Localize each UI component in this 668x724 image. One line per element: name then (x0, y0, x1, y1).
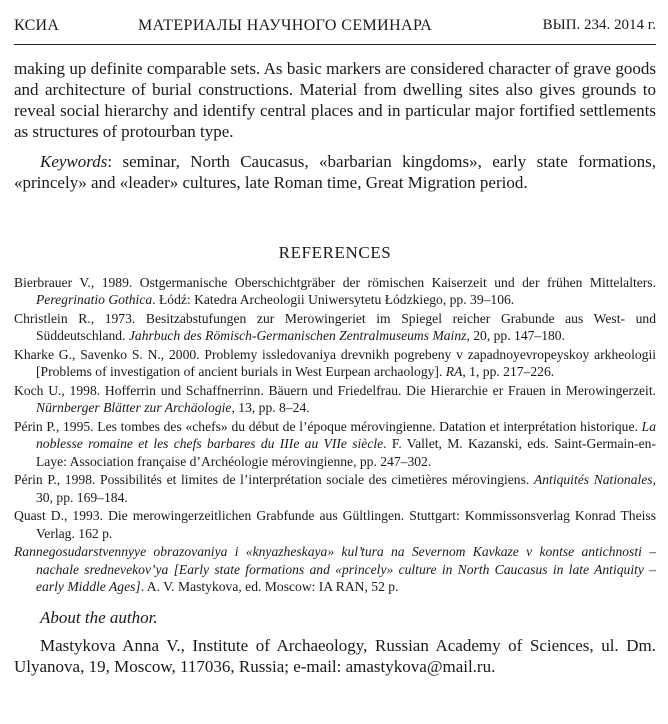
page (14, 0, 656, 677)
reference-item (14, 310, 656, 345)
reference-italic-title: Rannegosudarstvennyye obrazovaniya i «knyazheskaya» kul’tura na Severnom Kavkaze v kontse antichnosti – nachale srednevekov’ya [Early state formations and «princely» culture in North Caucasus in late Antiquity – early Middle Ages] (14, 544, 656, 595)
reference-text-tail: . F. Vallet, M. Kazanski, eds. Saint-Germain-en-Laye: Association française d’Archéologie mérovingienne, pp. 247–302. (36, 436, 656, 469)
reference-item (14, 471, 656, 506)
reference-italic-title: Jahrbuch des Römisch-Germanischen Zentralmuseums Mainz (128, 328, 467, 344)
about-author-label-text: About the author (40, 607, 154, 627)
issue-number: ВЫП. 234. 2014 г. (542, 17, 656, 33)
reference-italic-title: Antiquités Nationales (533, 472, 653, 488)
reference-text-tail: . Łódź: Katedra Archeologii Uniwersytetu Łódzkiego, pp. 39–106. (152, 292, 515, 308)
reference-item (14, 418, 656, 470)
about-author-label-suffix: . (153, 607, 158, 627)
reference-text: Koch U., 1998. Hofferrin und Schaffnerrinn. Bäuern und Friedelfrau. Die Hierarchie er Frauen in Merowingerzeit. (14, 383, 656, 398)
reference-text: Périn P., 1998. Possibilités et limites de l’interprétation sociale des cimetières mérovingiens. (14, 472, 534, 488)
abstract (14, 58, 656, 193)
reference-item (14, 382, 656, 417)
reference-text: Kharke G., Savenko S. N., 2000. Problemy issledovaniya drevnikh pogrebeny v zapadnoyevropeyskoy arkheologii [Problems of investigation of ancient burials in West Eurpean archaology]. (14, 347, 656, 380)
references-list (14, 274, 656, 596)
keywords-text: : seminar, North Caucasus, «barbarian kingdoms», early state formations, «princely» and «leader» cultures, late Roman time, Great Migration period. (14, 152, 656, 192)
reference-text: Quast D., 1993. Die merowingerzeitlichen Grabfunde aus Gültlingen. Stuttgart: Kommissonsverlag Konrad Theiss Verlag. 162 p. (14, 508, 656, 541)
reference-text: Périn P., 1995. Les tombes des «chefs» du début de l’époque mérovingienne. Datation et interprétation historique. (14, 419, 642, 434)
abstract-continuation: making up definite comparable sets. As basic markers are considered character of grave goods and architecture of burial constructions. Material from dwelling sites also gives grounds to reveal social hierarchy and identify central places and in particular major fortified settlements as structures of protourban type. (14, 59, 656, 141)
reference-text-tail: , 30, pp. 169–184. (36, 472, 657, 505)
keywords-label: Keywords (40, 152, 108, 171)
references-heading: REFERENCES (278, 243, 392, 262)
reference-text-tail: , 20, pp. 147–180. (466, 328, 565, 344)
reference-italic-title: La noblesse romaine et les chefs barbares du IIIe au VIIe siècle (36, 419, 656, 452)
reference-item (14, 507, 656, 542)
about-author-text: Mastykova Anna V., Institute of Archaeology, Russian Academy of Sciences, ul. Dm. Ulyanova, 19, Moscow, 117036, Russia; e-mail: amastykova@mail.ru. (14, 635, 656, 676)
reference-text-tail: , 1, pp. 217–226. (462, 364, 555, 380)
about-author-label (40, 607, 656, 629)
reference-text-tail: . A. V. Mastykova, ed. Moscow: IA RAN, 52 p. (140, 579, 399, 595)
reference-item (14, 543, 656, 595)
journal-short-name: КСИА (14, 17, 60, 34)
reference-text: Bierbrauer V., 1989. Ostgermanische Oberschichtgräber der römischen Kaiserzeit und der frühen Mittelalters. (14, 275, 656, 290)
running-head (14, 0, 656, 45)
reference-italic-title: Nürnberger Blätter zur Archäologie, (36, 400, 235, 416)
reference-italic-title: RA (445, 364, 463, 380)
reference-italic-title: Peregrinatio Gothica (36, 292, 153, 308)
keywords (14, 151, 656, 193)
reference-text-tail: 13, pp. 8–24. (234, 400, 310, 416)
reference-item (14, 346, 656, 381)
reference-item (14, 274, 656, 309)
journal-section-title: МАТЕРИАЛЫ НАУЧНОГО СЕМИНАРА (138, 17, 433, 34)
reference-text: Christlein R., 1973. Besitzabstufungen zur Merowingeriet im Spiegel reicher Grabunde aus West- und Süddeutschland. (14, 311, 656, 344)
